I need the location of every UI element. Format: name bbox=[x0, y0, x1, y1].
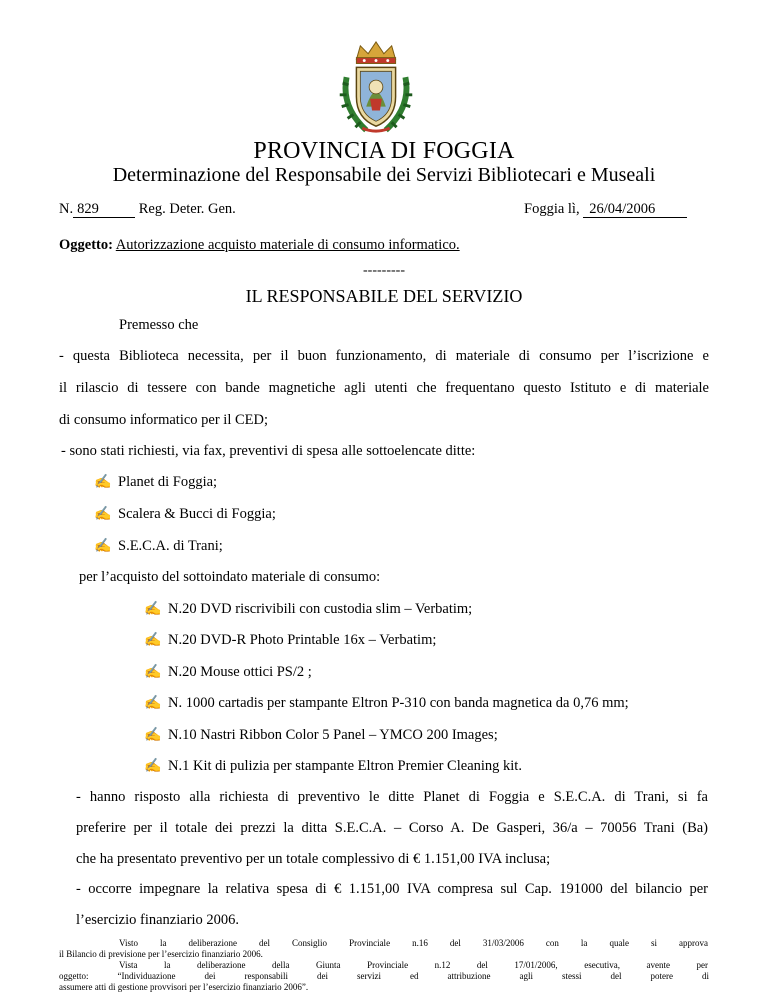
separator: --------- bbox=[363, 263, 405, 278]
writing-hand-icon: ✍ bbox=[144, 696, 162, 711]
registry-number-prefix: N. bbox=[59, 201, 74, 217]
list-item: ✍ S.E.C.A. di Trani; bbox=[94, 538, 223, 554]
registry-number-suffix: Reg. Deter. Gen. bbox=[138, 201, 236, 217]
list-item: ✍ N.20 DVD-R Photo Printable 16x – Verbatim; bbox=[144, 632, 437, 648]
premesso-line: Premesso che bbox=[119, 317, 199, 333]
paragraph-line: oggetto: “Individuazione dei responsabili dei servizi ed attribuzione agli stessi del potere di bbox=[59, 971, 709, 981]
registry-number bbox=[59, 200, 236, 218]
page-subtitle: Determinazione del Responsabile dei Servizi Bibliotecari e Museali bbox=[112, 164, 656, 186]
paragraph-line: il Bilancio di previsione per l’esercizio finanziario 2006. bbox=[59, 949, 263, 959]
writing-hand-icon: ✍ bbox=[144, 759, 162, 774]
list-item: ✍ N. 1000 cartadis per stampante Eltron P-310 con banda magnetica da 0,76 mm; bbox=[144, 695, 629, 711]
paragraph-line: Vista la deliberazione della Giunta Provinciale n.12 del 17/01/2006, esecutiva, avente per bbox=[119, 960, 708, 970]
paragraph-line: - sono stati richiesti, via fax, preventivi di spesa alle sottoelencate ditte: bbox=[61, 443, 476, 459]
list-item: ✍ N.1 Kit di pulizia per stampante Eltron Premier Cleaning kit. bbox=[144, 758, 522, 774]
paragraph-line: - occorre impegnare la relativa spesa di € 1.151,00 IVA compresa sul Cap. 191000 del bilancio per bbox=[76, 881, 708, 897]
writing-hand-icon: ✍ bbox=[144, 665, 162, 680]
paragraph-line: di consumo informatico per il CED; bbox=[59, 412, 269, 428]
subject-text: Autorizzazione acquisto materiale di consumo informatico. bbox=[115, 237, 460, 253]
list-item: ✍ Scalera & Bucci di Foggia; bbox=[94, 506, 276, 522]
writing-hand-icon: ✍ bbox=[94, 507, 112, 522]
paragraph-line: - questa Biblioteca necessita, per il buon funzionamento, di materiale di consumo per l’iscrizione e bbox=[59, 348, 709, 364]
paragraph-line: il rilascio di tessere con bande magnetiche agli utenti che frequentano questo Istituto e di materiale bbox=[59, 380, 709, 396]
paragraph-line: assumere atti di gestione provvisori per l’esercizio finanziario 2006”. bbox=[59, 982, 309, 992]
paragraph-line: l’esercizio finanziario 2006. bbox=[76, 912, 240, 928]
paragraph-line: per l’acquisto del sottoindato materiale di consumo: bbox=[79, 569, 381, 585]
subject-label: Oggetto: bbox=[59, 237, 113, 253]
subject-line bbox=[59, 236, 460, 254]
list-item: ✍ Planet di Foggia; bbox=[94, 474, 218, 490]
place-label: Foggia lì, bbox=[524, 201, 580, 217]
list-item: ✍ N.20 Mouse ottici PS/2 ; bbox=[144, 664, 312, 680]
paragraph-line: Visto la deliberazione del Consiglio Provinciale n.16 del 31/03/2006 con la quale si approva bbox=[119, 938, 708, 948]
writing-hand-icon: ✍ bbox=[94, 539, 112, 554]
list-item: ✍ N.20 DVD riscrivibili con custodia slim – Verbatim; bbox=[144, 601, 473, 617]
writing-hand-icon: ✍ bbox=[144, 602, 162, 617]
province-crest-icon bbox=[327, 38, 425, 136]
section-heading: IL RESPONSABILE DEL SERVIZIO bbox=[245, 286, 523, 306]
date-value: 26/04/2006 bbox=[583, 202, 687, 218]
registry-date bbox=[524, 200, 687, 218]
list-item: ✍ N.10 Nastri Ribbon Color 5 Panel – YMCO 200 Images; bbox=[144, 727, 498, 743]
writing-hand-icon: ✍ bbox=[144, 633, 162, 648]
paragraph-line: - hanno risposto alla richiesta di preventivo le ditte Planet di Foggia e S.E.C.A. di Trani, si fa bbox=[76, 789, 708, 805]
page-title: PROVINCIA DI FOGGIA bbox=[253, 138, 515, 164]
writing-hand-icon: ✍ bbox=[144, 728, 162, 743]
paragraph-line: preferire per il totale dei prezzi la ditta S.E.C.A. – Corso A. De Gasperi, 36/a – 70056 Trani (Ba) bbox=[76, 820, 708, 836]
paragraph-line: che ha presentato preventivo per un totale complessivo di € 1.151,00 IVA inclusa; bbox=[76, 851, 551, 867]
registry-number-value: 829 bbox=[73, 202, 135, 218]
writing-hand-icon: ✍ bbox=[94, 475, 112, 490]
